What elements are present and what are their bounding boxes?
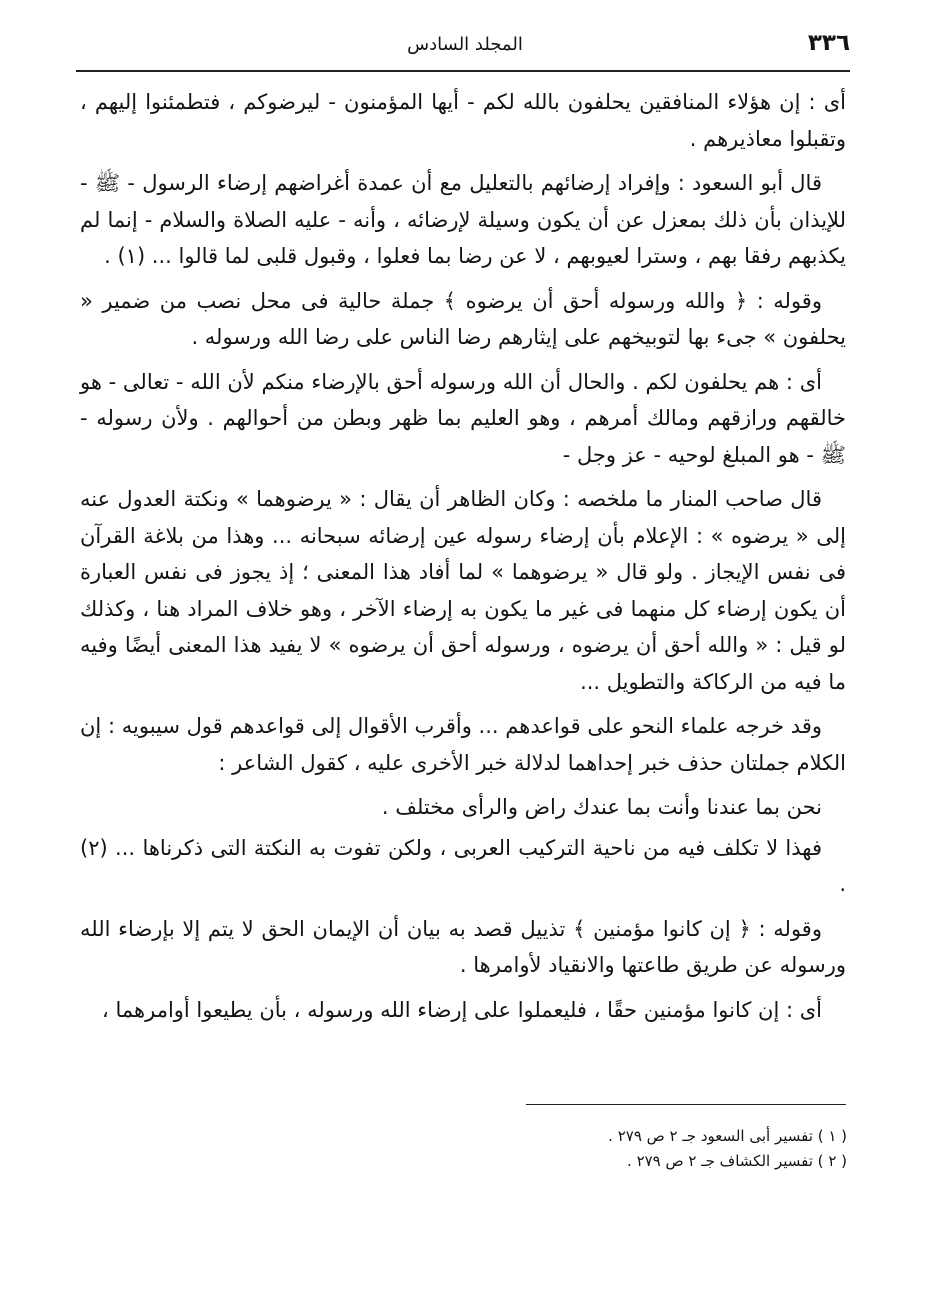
header-rule	[76, 70, 850, 72]
poetry-verse: نحن بما عندنا وأنت بما عندك راض والرأى مختلف .	[381, 795, 822, 819]
paragraph-9: أى : إن كانوا مؤمنين حقًا ، فليعملوا على إرضاء الله ورسوله ، بأن يطيعوا أوامرهما ،	[102, 997, 822, 1022]
paragraph-8: وقوله : ﴿ إن كانوا مؤمنين ﴾ تذييل قصد به بيان أن الإيمان الحق لا يتم إلا بإرضاء الله ورسوله عن طريق طاعتها والانقياد لأوامرها .	[80, 916, 846, 977]
paragraph-3: وقوله : ﴿ والله ورسوله أحق أن يرضوه ﴾ جملة حالية فى محل نصب من ضمير « يحلفون » جىء بها لتوبيخهم على إيثارهم رضا الناس على رضا الله ورسوله .	[80, 288, 846, 349]
page-number: ٣٣٦	[807, 30, 850, 56]
paragraph-7: فهذا لا تكلف فيه من ناحية التركيب العربى ، ولكن تفوت به النكتة التى ذكرناها ... (٢) .	[80, 835, 846, 896]
paragraph-5: قال صاحب المنار ما ملخصه : وكان الظاهر أن يقال : « يرضوهما » ونكتة العدول عنه إلى « يرضوه » : الإعلام بأن إرضاء رسوله عين إرضائه سبحانه ... وهذا من بلاغة القرآن فى نفس الإيجاز . ولو قال « يرضوهما » لما أفاد هذا المعنى ؛ إذ يجوز فى نفس العبارة أن يكون إرضاء كل منهما فى غير ما يكون به إرضاء الآخر ، وهو خلاف المراد هنا ، وكذلك لو قيل : « والله أحق أن يرضوه ، ورسوله أحق أن يرضوه » لا يفيد هذا المعنى أيضًا وفيه ما فيه من الركاكة والتطويل ...	[80, 487, 846, 694]
footnotes	[427, 1124, 847, 1174]
paragraph-6: وقد خرجه علماء النحو على قواعدهم ... وأقرب الأقوال إلى قواعدهم قول سيبويه : إن الكلام جملتان حذف خبر إحداهما لدلالة خبر الأخرى عليه ، كقول الشاعر :	[80, 714, 846, 775]
running-title: المجلد السادس	[407, 34, 523, 55]
body-text	[80, 84, 846, 1036]
footnote-1: ( ١ ) تفسير أبى السعود جـ ٢ ص ٢٧٩ .	[608, 1127, 847, 1145]
paragraph-1: أى : إن هؤلاء المنافقين يحلفون بالله لكم - أيها المؤمنون - ليرضوكم ، فتطمئنوا إليهم ، وتقبلوا معاذيرهم .	[80, 90, 846, 151]
page-header	[80, 26, 850, 66]
footnote-rule	[526, 1104, 846, 1105]
paragraph-4: أى : هم يحلفون لكم . والحال أن الله ورسوله أحق بالإرضاء منكم لأن الله - تعالى - هو خالقهم ورازقهم ومالك أمرهم ، وهو العليم بما ظهر وبطن من أحوالهم . ولأن رسوله - ﷺ - هو المبلغ لوحيه - عز وجل -	[80, 369, 846, 467]
footnote-2: ( ٢ ) تفسير الكشاف جـ ٢ ص ٢٧٩ .	[627, 1152, 847, 1170]
paragraph-2: قال أبو السعود : وإفراد إرضائهم بالتعليل مع أن عمدة أغراضهم إرضاء الرسول - ﷺ - للإيذان بأن ذلك بمعزل عن أن يكون وسيلة لإرضائه ، وأنه - عليه الصلاة والسلام - إنما لم يكذبهم رفقا بهم ، وسترا لعيوبهم ، لا عن رضا بما فعلوا ، وقبول قلبى لما قالوا ... (١) .	[80, 171, 846, 268]
